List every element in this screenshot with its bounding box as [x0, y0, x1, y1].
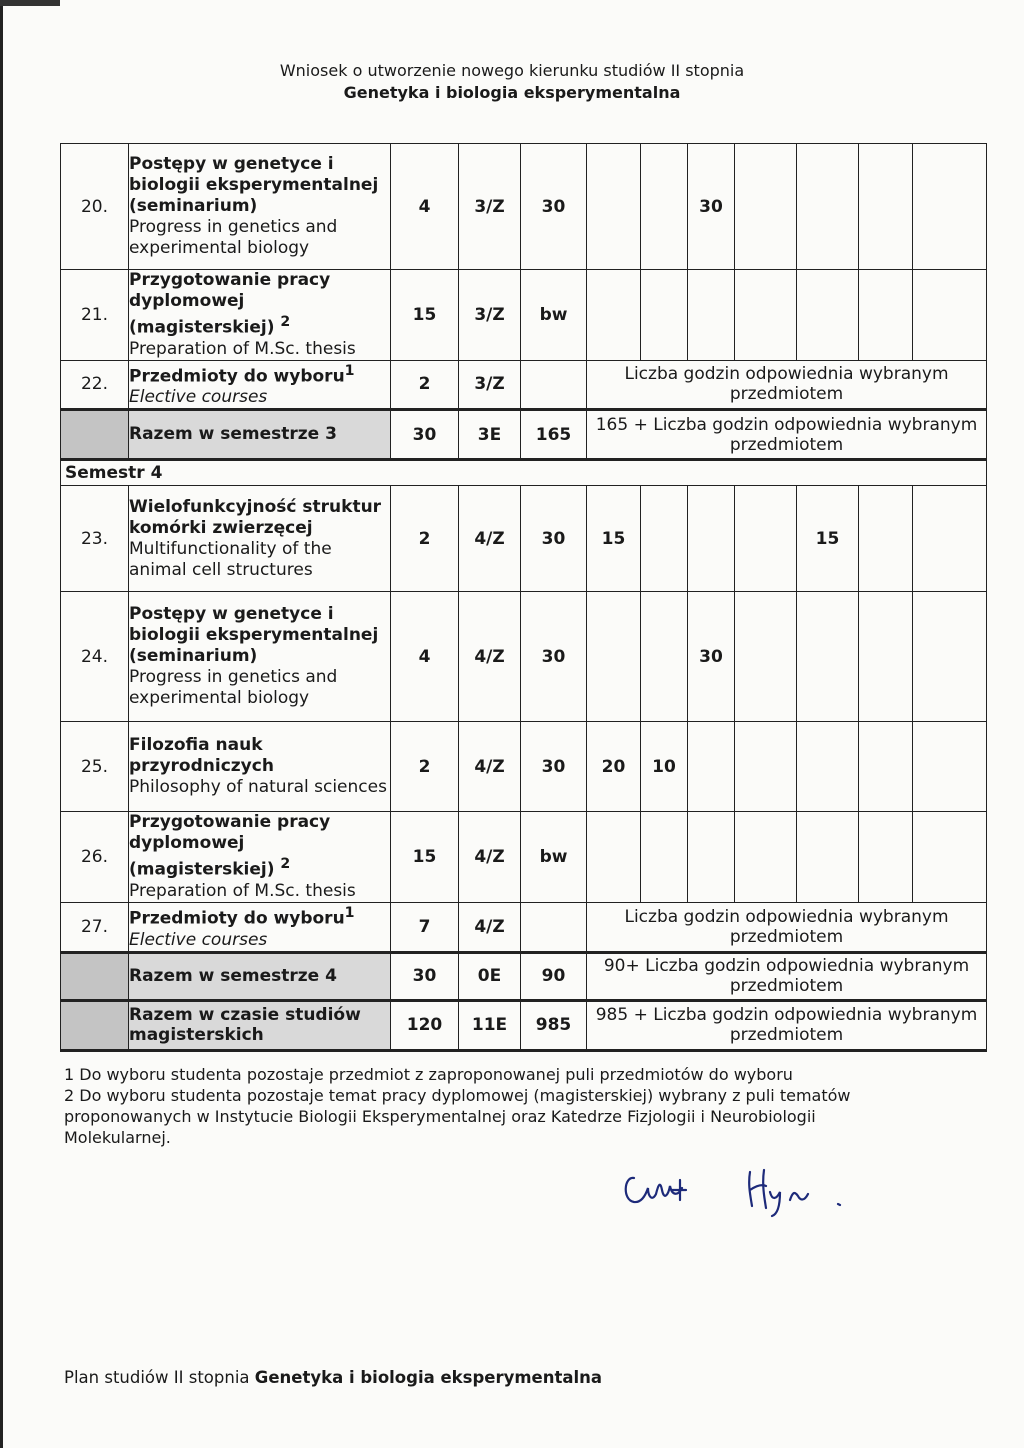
semester-heading: Semestr 4 — [61, 460, 987, 486]
ects-cell: 2 — [391, 360, 459, 410]
course-name-pl: Postępy w genetyce i biologii eksperymentalnej (seminarium) — [129, 154, 379, 216]
course-name-en: Elective courses — [129, 929, 268, 950]
row-number: 22. — [61, 360, 129, 410]
row-number: 27. — [61, 902, 129, 952]
lecture-hours-cell: 15 — [587, 486, 641, 592]
hours-cell: 30 — [521, 592, 587, 722]
footnote-ref: 1 — [344, 362, 355, 379]
table-row — [61, 360, 987, 410]
lab-hours-cell: 15 — [797, 486, 859, 592]
semester-sum-row — [61, 952, 987, 1000]
semester-cell: 4/Z — [459, 592, 521, 722]
ects-cell: 2 — [391, 722, 459, 812]
table-row — [61, 722, 987, 812]
page-footer — [64, 1368, 602, 1387]
footnotes — [64, 1064, 884, 1148]
table-row — [61, 144, 987, 270]
page-header — [0, 60, 1024, 104]
sum-label: Razem w semestrze 4 — [129, 952, 391, 1000]
header-line1: Wniosek o utworzenie nowego kierunku studiów II stopnia — [279, 61, 745, 80]
ects-cell: 15 — [391, 270, 459, 361]
hours-note: Liczba godzin odpowiednia wybranym przedmiotem — [587, 360, 987, 410]
ects-cell: 120 — [391, 1000, 459, 1050]
semester-cell: 3/Z — [459, 270, 521, 361]
row-number: 24. — [61, 592, 129, 722]
ects-cell: 30 — [391, 410, 459, 460]
semester-cell: 4/Z — [459, 486, 521, 592]
course-name-pl: Przygotowanie pracy dyplomowej (magisterskiej) $^2$ — [129, 270, 331, 338]
scan-mark — [0, 0, 60, 6]
table-row — [61, 812, 987, 903]
course-name — [129, 592, 391, 722]
course-name — [129, 270, 391, 361]
ects-cell: 7 — [391, 902, 459, 952]
semester-heading-row — [61, 460, 987, 486]
course-name — [129, 486, 391, 592]
course-name-pl: Przygotowanie pracy dyplomowej (magisterskiej) $^2$ — [129, 812, 331, 880]
row-number: 23. — [61, 486, 129, 592]
course-name-en: Progress in genetics and experimental biology — [129, 217, 338, 258]
hours-cell: 165 — [521, 410, 587, 460]
header-line2: Genetyka i biologia eksperymentalna — [343, 83, 681, 102]
course-name — [129, 144, 391, 270]
course-name-pl: Wielofunkcyjność struktur komórki zwierzęcej — [129, 496, 382, 538]
hours-cell: 30 — [521, 144, 587, 270]
sum-label: Razem w semestrze 3 — [129, 410, 391, 460]
semester-cell: 3/Z — [459, 144, 521, 270]
course-name-en: Preparation of M.Sc. thesis — [129, 880, 356, 901]
hours-cell: 30 — [521, 486, 587, 592]
ects-cell: 2 — [391, 486, 459, 592]
hours-cell: bw — [521, 812, 587, 903]
footnote-ref: 2 — [280, 856, 291, 873]
hours-cell: 985 — [521, 1000, 587, 1050]
semester-cell: 4/Z — [459, 902, 521, 952]
table-row — [61, 902, 987, 952]
scan-edge — [0, 0, 3, 1448]
hours-note: 985 + Liczba godzin odpowiednia wybranym przedmiotem — [587, 1000, 987, 1050]
class-hours-cell: 10 — [641, 722, 688, 812]
course-name-en: Philosophy of natural sciences — [129, 777, 387, 798]
semester-cell: 4/Z — [459, 812, 521, 903]
ects-cell: 4 — [391, 144, 459, 270]
semester-cell: 3/Z — [459, 360, 521, 410]
course-name — [129, 360, 391, 410]
semester-cell: 4/Z — [459, 722, 521, 812]
semester-sum-row — [61, 410, 987, 460]
footer-prefix: Plan studiów II stopnia — [64, 1368, 250, 1387]
ects-cell: 30 — [391, 952, 459, 1000]
course-name-pl: Filozofia nauk przyrodniczych — [129, 735, 274, 777]
hours-note: Liczba godzin odpowiednia wybranym przedmiotem — [587, 902, 987, 952]
hours-note: 165 + Liczba godzin odpowiednia wybranym przedmiotem — [587, 410, 987, 460]
hours-cell: 90 — [521, 952, 587, 1000]
total-label: Razem w czasie studiów magisterskich — [129, 1000, 391, 1050]
course-name-pl: Postępy w genetyce i biologii eksperymentalnej (seminarium) — [129, 604, 379, 667]
course-name-pl: Przedmioty do wyboru$^1$ — [129, 904, 355, 929]
seminar-hours-cell: 30 — [688, 144, 735, 270]
course-name-en: Elective courses — [129, 387, 268, 408]
course-name-en: Progress in genetics and experimental biology — [129, 667, 338, 709]
footnote-1: 1 Do wyboru studenta pozostaje przedmiot z zaproponowanej puli przedmiotów do wyboru — [64, 1065, 793, 1084]
ects-cell: 15 — [391, 812, 459, 903]
exams-cell: 11E — [459, 1000, 521, 1050]
footnote-ref: 1 — [344, 904, 355, 921]
course-name — [129, 812, 391, 903]
ects-cell: 4 — [391, 592, 459, 722]
table-row — [61, 486, 987, 592]
row-number: 26. — [61, 812, 129, 903]
table-row — [61, 592, 987, 722]
handwritten-signature — [620, 1150, 860, 1220]
hours-note: 90+ Liczba godzin odpowiednia wybranym przedmiotem — [587, 952, 987, 1000]
course-name — [129, 902, 391, 952]
hours-cell: 30 — [521, 722, 587, 812]
row-number: 25. — [61, 722, 129, 812]
total-sum-row — [61, 1000, 987, 1050]
course-name-en: Multifunctionality of the animal cell structures — [129, 538, 332, 580]
exams-cell: 3E — [459, 410, 521, 460]
row-number: 20. — [61, 144, 129, 270]
course-name-pl: Przedmioty do wyboru$^1$ — [129, 362, 355, 387]
course-name-en: Preparation of M.Sc. thesis — [129, 338, 356, 359]
table-row — [61, 270, 987, 361]
course-name — [129, 722, 391, 812]
footer-program: Genetyka i biologia eksperymentalna — [254, 1368, 603, 1387]
seminar-hours-cell: 30 — [688, 592, 735, 722]
row-number: 21. — [61, 270, 129, 361]
exams-cell: 0E — [459, 952, 521, 1000]
lecture-hours-cell: 20 — [587, 722, 641, 812]
footnote-ref: 2 — [280, 314, 291, 330]
footnote-2: 2 Do wyboru studenta pozostaje temat pracy dyplomowej (magisterskiej) wybrany z puli tematów proponowanych w Instytucie Biologii Eksperymentalnej oraz Katedrze Fizjologii i Neurobiologii Molekularnej. — [64, 1086, 851, 1147]
hours-cell: bw — [521, 270, 587, 361]
study-plan-table — [60, 143, 987, 1052]
